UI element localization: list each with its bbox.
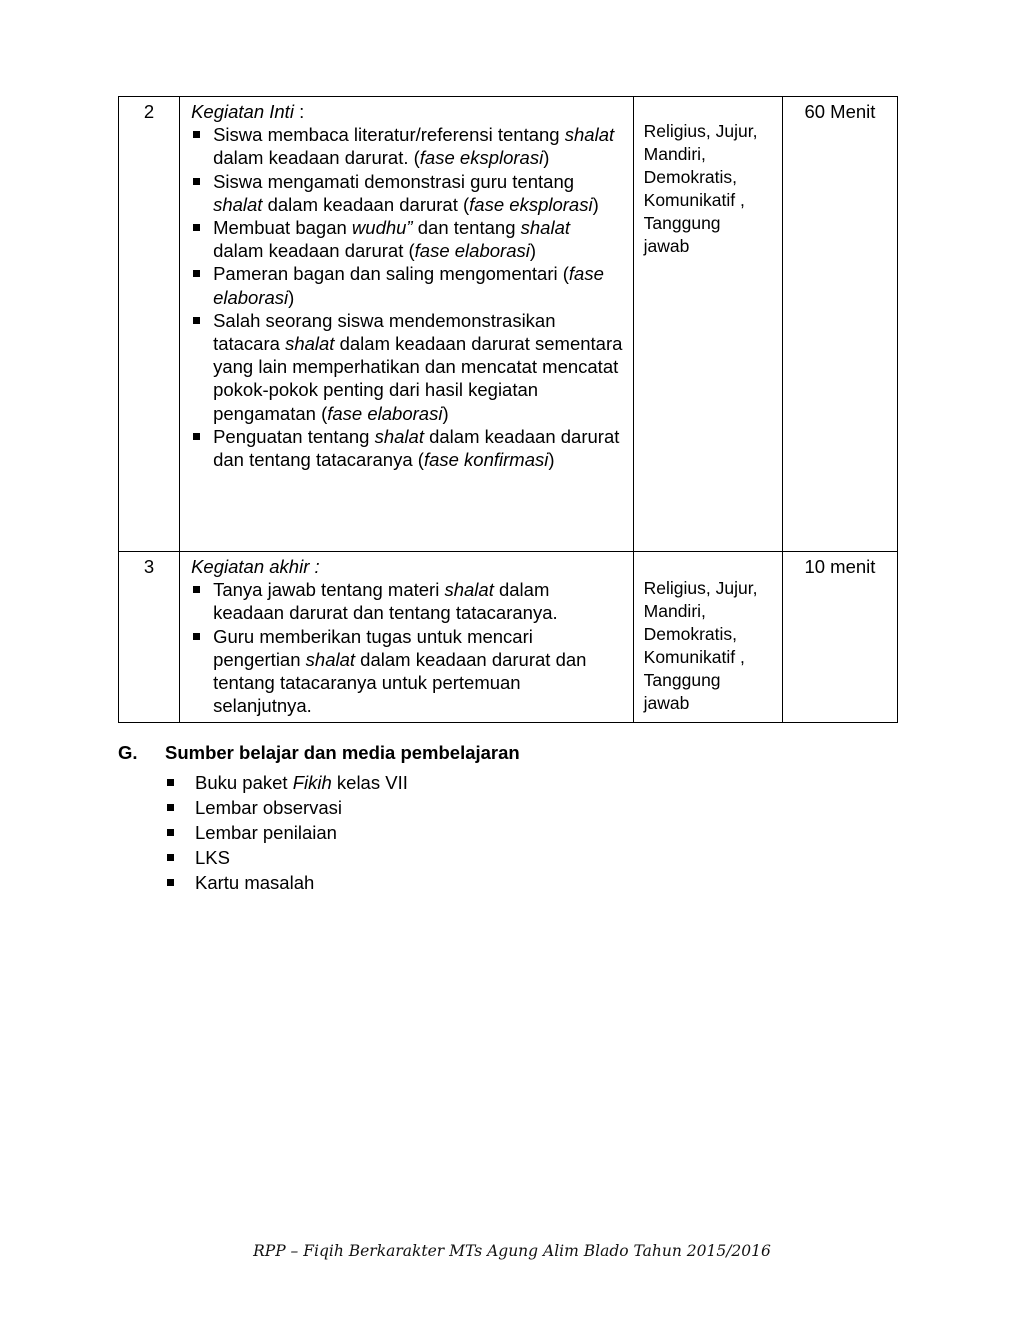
phase-title: Kegiatan akhir :: [191, 556, 320, 577]
table-row: [119, 97, 898, 552]
activity-table: [118, 96, 898, 723]
character-values: Religius, Jujur, Mandiri, Demokratis, Komunikatif , Tanggung jawab: [633, 97, 782, 552]
resource-list: [165, 770, 408, 895]
row-number: 2: [119, 97, 180, 552]
section-letter: G.: [118, 742, 138, 763]
section-heading: [118, 742, 520, 764]
list-item: Lembar penilaian: [165, 820, 408, 845]
page-footer: RPP – Fiqih Berkarakter MTs Agung Alim Blado Tahun 2015/2016: [253, 1242, 771, 1260]
list-item: Kartu masalah: [165, 870, 408, 895]
list-item: Siswa mengamati demonstrasi guru tentang shalat dalam keadaan darurat (fase eksplorasi): [191, 170, 623, 216]
list-item: Membuat bagan wudhu” dan tentang shalat dalam keadaan darurat (fase elaborasi): [191, 216, 623, 262]
phase-title: Kegiatan Inti :: [191, 101, 305, 122]
list-item: Pameran bagan dan saling mengomentari (fase elaborasi): [191, 262, 623, 308]
duration: 10 menit: [782, 552, 897, 723]
list-item: Siswa membaca literatur/referensi tentang shalat dalam keadaan darurat. (fase eksplorasi): [191, 123, 623, 169]
list-item: Lembar observasi: [165, 795, 408, 820]
activity-description: [180, 97, 634, 552]
list-item: LKS: [165, 845, 408, 870]
activity-description: [180, 552, 634, 723]
row-number: 3: [119, 552, 180, 723]
section-title: Sumber belajar dan media pembelajaran: [165, 742, 520, 763]
list-item: Tanya jawab tentang materi shalat dalam keadaan darurat dan tentang tatacaranya.: [191, 578, 623, 624]
activity-list: [191, 578, 623, 717]
table-row: [119, 552, 898, 723]
list-item: Salah seorang siswa mendemonstrasikan tatacara shalat dalam keadaan darurat sementara yang lain memperhatikan dan mencatat mencatat pokok-pokok penting dari hasil kegiatan pengamatan (fase elaborasi): [191, 309, 623, 425]
list-item: Guru memberikan tugas untuk mencari pengertian shalat dalam keadaan darurat dan tentang tatacaranya untuk pertemuan selanjutnya.: [191, 625, 623, 718]
list-item: Buku paket Fikih kelas VII: [165, 770, 408, 795]
list-item: Penguatan tentang shalat dalam keadaan darurat dan tentang tatacaranya (fase konfirmasi): [191, 425, 623, 471]
activity-list: [191, 123, 623, 471]
character-values: Religius, Jujur, Mandiri, Demokratis, Komunikatif , Tanggung jawab: [633, 552, 782, 723]
duration: 60 Menit: [782, 97, 897, 552]
